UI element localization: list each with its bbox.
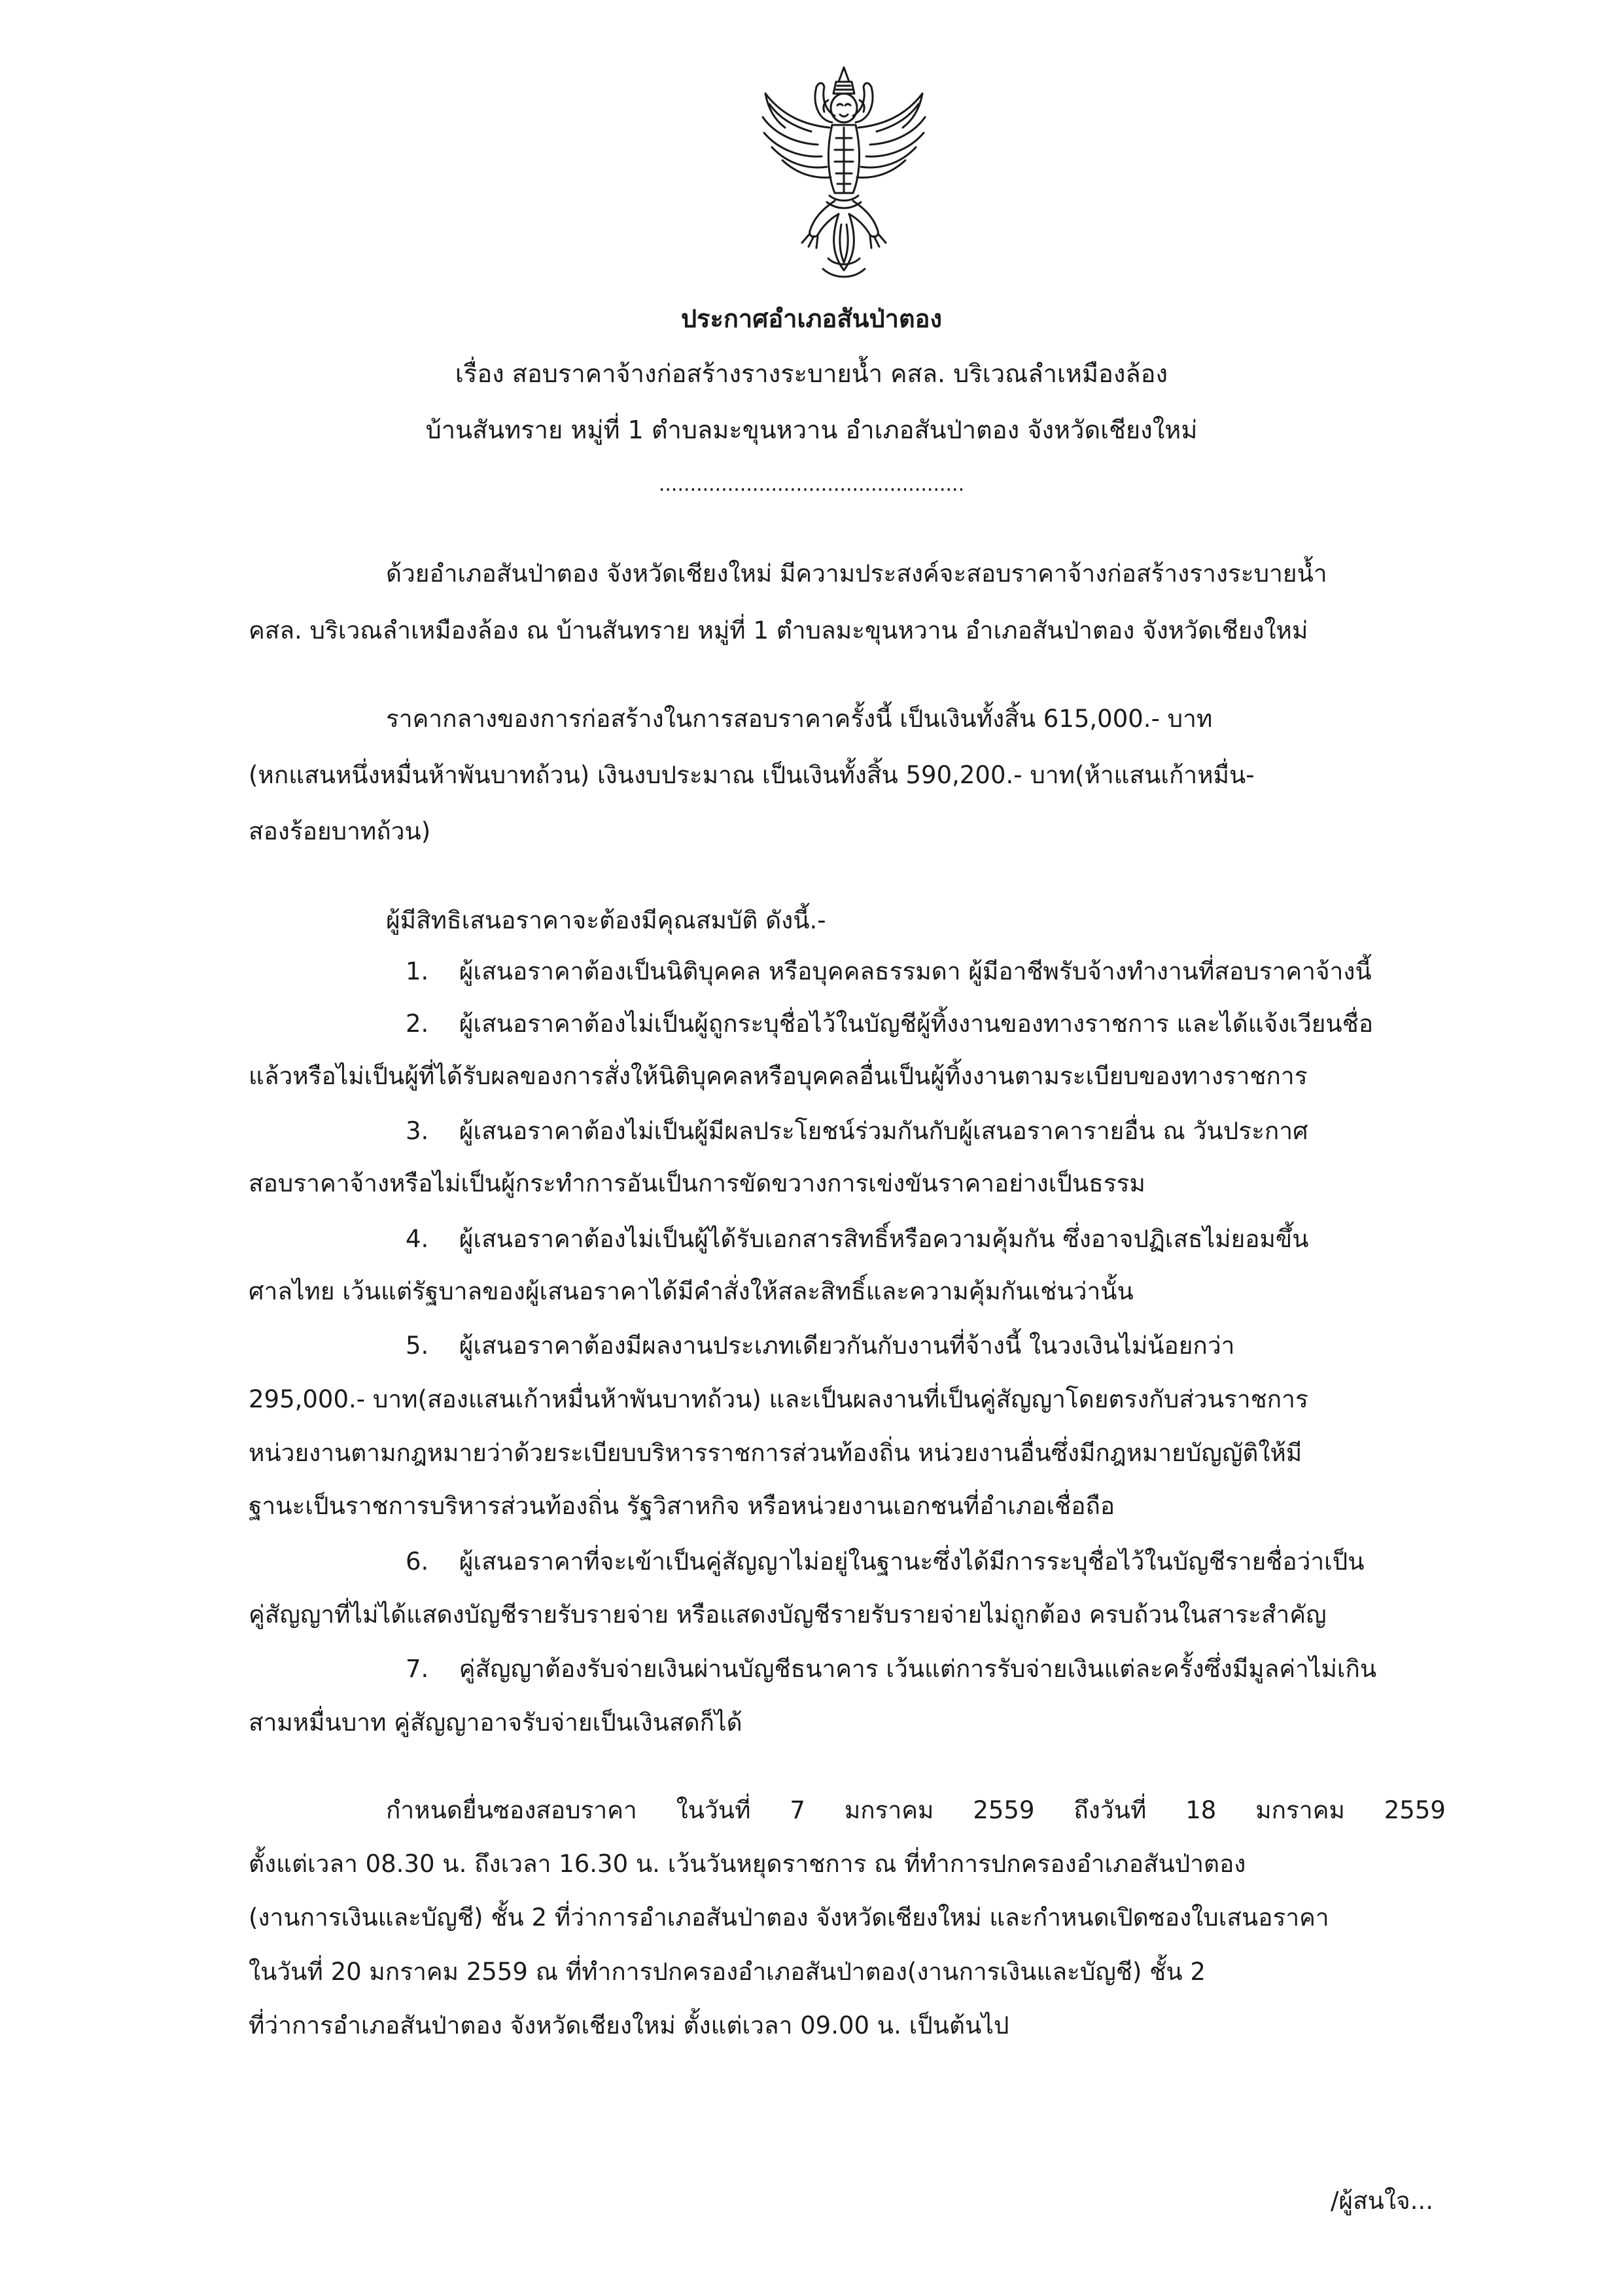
end-year: 2559 [1384, 1796, 1446, 1824]
schedule-line-5: ที่ว่าการอำเภอสันป่าตอง จังหวัดเชียงใหม่ ตั้งแต่เวลา 09.00 น. เป็นต้นไป [249, 2011, 1009, 2040]
qualification-item [406, 959, 1446, 983]
item-continuation: คู่สัญญาที่ไม่ได้แสดงบัญชีรายรับรายจ่าย หรือแสดงบัญชีรายรับรายจ่ายไม่ถูกต้อง ครบถ้วนในสาระสำคัญ [249, 1600, 1327, 1629]
item-text: ผู้เสนอราคาที่จะเข้าเป็นคู่สัญญาไม่อยู่ในฐานะซึ่งได้มีการระบุชื่อไว้ในบัญชีรายชื่อว่าเป็น [459, 1547, 1365, 1576]
item-text: คู่สัญญาต้องรับจ่ายเงินผ่านบัญชีธนาคาร เว้นแต่การรับจ่ายเงินแต่ละครั้งซึ่งมีมูลค่าไม่เกิน [459, 1655, 1377, 1683]
item-continuation: สอบราคาจ้างหรือไม่เป็นผู้กระทำการอันเป็นการขัดขวางการเข่งขันราคาอย่างเป็นธรรม [249, 1169, 1145, 1197]
price-line-3: สองร้อยบาทถ้วน) [249, 817, 431, 845]
schedule-line-1 [386, 1798, 1446, 1822]
end-day: 18 [1185, 1796, 1217, 1824]
schedule-line-2: ตั้งแต่เวลา 08.30 น. ถึงเวลา 16.30 น. เว้นวันหยุดราชการ ณ ที่ทำการปกครองอำเภอสันป่าตอง [249, 1850, 1246, 1878]
start-day: 7 [790, 1796, 805, 1824]
schedule-word: ในวันที่ [676, 1796, 751, 1824]
item-number: 1. [406, 957, 429, 985]
item-text: ผู้เสนอราคาต้องไม่เป็นผู้ได้รับเอกสารสิทธิ์หรือความคุ้มกัน ซึ่งอาจปฏิเสธไม่ยอมขึ้น [459, 1225, 1309, 1253]
schedule-line-3: (งานการเงินและบัญชี) ชั้น 2 ที่ว่าการอำเภอสันป่าตอง จังหวัดเชียงใหม่ และกำหนดเปิดซองใบเสนอราคา [249, 1903, 1329, 1932]
item-text: ผู้เสนอราคาต้องไม่เป็นผู้ถูกระบุชื่อไว้ในบัญชีผู้ทิ้งงานของทางราชการ และได้แจ้งเวียนชื่อ [459, 1010, 1374, 1038]
item-continuation: 295,000.- บาท(สองแสนเก้าหมื่นห้าพันบาทถ้วน) และเป็นผลงานที่เป็นคู่สัญญาโดยตรงกับส่วนราชการ [249, 1385, 1308, 1413]
intro-line-2: คสล. บริเวณลำเหมืองล้อง ณ บ้านสันทราย หมู่ที่ 1 ตำบลมะขุนหวาน อำเภอสันป่าตอง จังหวัดเชียงใหม่ [249, 616, 1308, 645]
qualification-item [406, 1012, 1446, 1036]
garuda-emblem-icon [746, 62, 942, 285]
item-continuation: ศาลไทย เว้นแต่รัฐบาลของผู้เสนอราคาได้มีคำสั่งให้สละสิทธิ์และความคุ้มกันเช่นว่านั้น [249, 1277, 1134, 1305]
title-separator: ................................................. [658, 473, 965, 496]
qualification-item [406, 1333, 1446, 1358]
qualifications-heading: ผู้มีสิทธิเสนอราคาจะต้องมีคุณสมบัติ ดังนี้.- [386, 906, 826, 934]
item-number: 6. [406, 1547, 429, 1576]
item-text: ผู้เสนอราคาต้องมีผลงานประเภทเดียวกันกับงานที่จ้างนี้ ในวงเงินไม่น้อยกว่า [459, 1332, 1235, 1360]
item-continuation: แล้วหรือไม่เป็นผู้ที่ได้รับผลของการสั่งให้นิติบุคคลหรือบุคคลอื่นเป็นผู้ทิ้งงานตามระเบียบของทางราชการ [249, 1062, 1308, 1090]
item-continuation: สามหมื่นบาท คู่สัญญาอาจรับจ่ายเป็นเงินสดก็ได้ [249, 1708, 742, 1737]
item-continuation: หน่วยงานตามกฎหมายว่าด้วยระเบียบบริหารราชการส่วนท้องถิ่น หน่วยงานอื่นซึ่งมีกฎหมายบัญญัติให้มี [249, 1439, 1302, 1467]
page-title: ประกาศอำเภอสันป่าตอง [680, 304, 943, 333]
qualification-item [406, 1119, 1446, 1143]
submission-label: กำหนดยื่นซองสอบราคา [386, 1796, 637, 1824]
qualification-item [406, 1549, 1446, 1574]
start-month: มกราคม [844, 1796, 934, 1824]
item-number: 7. [406, 1655, 429, 1683]
page-continuation: /ผู้สนใจ... [1330, 2187, 1433, 2215]
item-continuation: ฐานะเป็นราชการบริหารส่วนท้องถิ่น รัฐวิสาหกิจ หรือหน่วยงานเอกชนที่อำเภอเชื่อถือ [249, 1492, 1115, 1520]
item-number: 4. [406, 1225, 429, 1253]
announcement-location: บ้านสันทราย หมู่ที่ 1 ตำบลมะขุนหวาน อำเภอสันป่าตอง จังหวัดเชียงใหม่ [425, 415, 1198, 444]
price-line-1: ราคากลางของการก่อสร้างในการสอบราคาครั้งนี้ เป็นเงินทั้งสิ้น 615,000.- บาท [386, 705, 1213, 733]
item-text: ผู้เสนอราคาต้องไม่เป็นผู้มีผลประโยชน์ร่วมกันกับผู้เสนอราคารายอื่น ณ วันประกาศ [459, 1117, 1308, 1145]
start-year: 2559 [973, 1796, 1035, 1824]
item-number: 3. [406, 1117, 429, 1145]
announcement-subject: เรื่อง สอบราคาจ้างก่อสร้างรางระบายน้ำ คสล. บริเวณลำเหมืองล้อง [455, 359, 1168, 388]
item-number: 2. [406, 1010, 429, 1038]
schedule-word: ถึงวันที่ [1073, 1796, 1147, 1824]
price-line-2: (หกแสนหนึ่งหมื่นห้าพันบาทถ้วน) เงินงบประมาณ เป็นเงินทั้งสิ้น 590,200.- บาท(ห้าแสนเก้าหมื่น- [249, 761, 1255, 789]
item-text: ผู้เสนอราคาต้องเป็นนิติบุคคล หรือบุคคลธรรมดา ผู้มีอาชีพรับจ้างทำงานที่สอบราคาจ้างนี้ [459, 957, 1372, 985]
qualification-item [406, 1657, 1446, 1681]
qualification-item [406, 1227, 1446, 1251]
end-month: มกราคม [1255, 1796, 1345, 1824]
schedule-line-4: ในวันที่ 20 มกราคม 2559 ณ ที่ทำการปกครองอำเภอสันป่าตอง(งานการเงินและบัญชี) ชั้น 2 [249, 1958, 1206, 1986]
item-number: 5. [406, 1332, 429, 1360]
intro-line-1: ด้วยอำเภอสันป่าตอง จังหวัดเชียงใหม่ มีความประสงค์จะสอบราคาจ้างก่อสร้างรางระบายน้ำ [386, 559, 1327, 588]
